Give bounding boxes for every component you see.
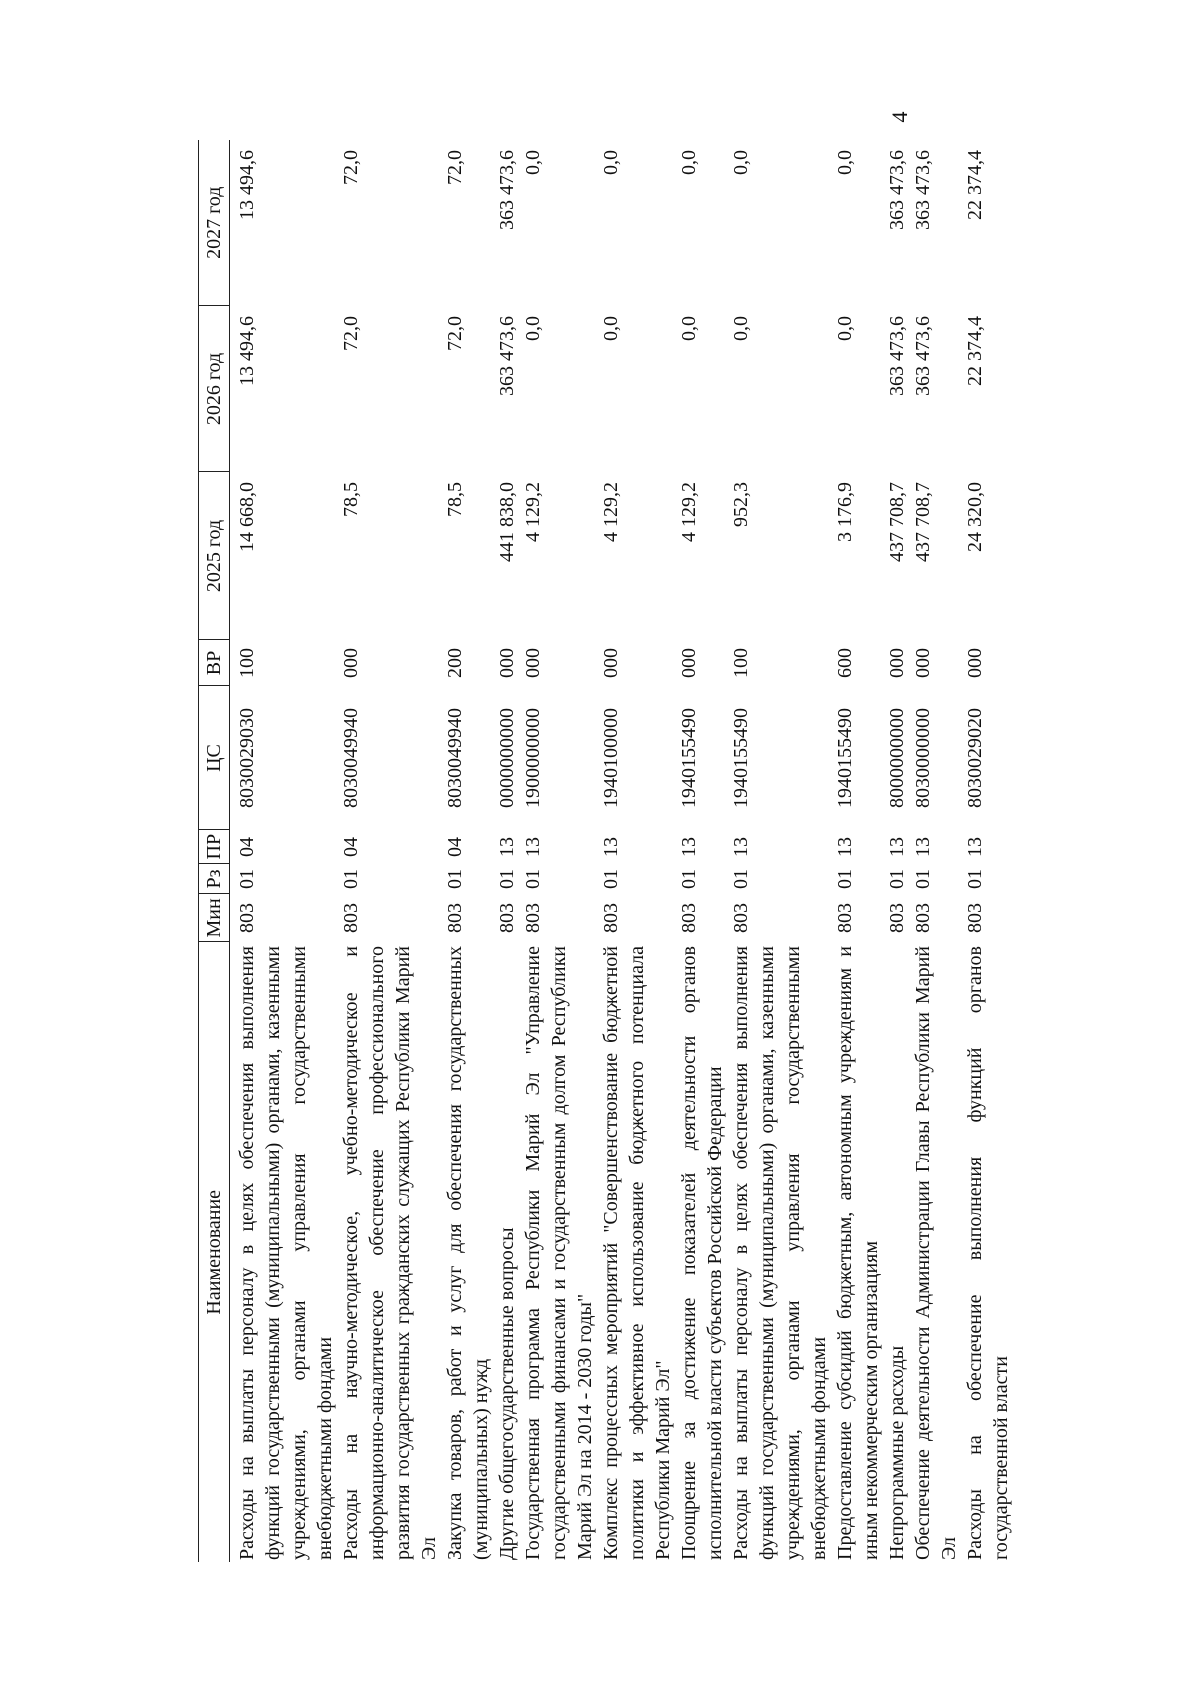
table-row <box>962 140 1014 1562</box>
row-value-2025: 437 708,7 <box>886 482 908 562</box>
row-name: Непрограммные расходы <box>886 1345 908 1560</box>
row-value-2025: 4 129,2 <box>678 482 700 542</box>
budget-table <box>198 140 1014 1562</box>
row-name: Предоставление субсидий бюджетным, автономным учреждениям и иным некоммерческим организациям <box>834 946 882 1560</box>
row-vr: 000 <box>496 648 518 678</box>
row-value-2027: 363 473,6 <box>886 150 908 230</box>
row-rz: 01 <box>834 869 856 889</box>
row-cs: 8000000000 <box>886 708 908 808</box>
row-min: 803 <box>834 903 856 933</box>
row-pr: 13 <box>912 837 934 857</box>
row-value-2027: 363 473,6 <box>912 150 934 230</box>
row-rz: 01 <box>444 869 466 889</box>
row-value-2025: 24 320,0 <box>964 482 986 552</box>
row-pr: 13 <box>730 837 752 857</box>
table-row <box>832 140 884 1562</box>
row-rz: 01 <box>600 869 622 889</box>
row-value-2026: 0,0 <box>600 316 622 341</box>
row-value-2026: 0,0 <box>522 316 544 341</box>
column-header-min: Мин <box>199 894 230 942</box>
row-value-2026: 0,0 <box>834 316 856 341</box>
row-min: 803 <box>496 903 518 933</box>
rotated-table-container <box>198 140 1078 1562</box>
row-min: 803 <box>964 903 986 933</box>
row-min: 803 <box>340 903 362 933</box>
column-header-cs: ЦС <box>199 686 230 830</box>
row-value-2027: 72,0 <box>340 150 362 185</box>
row-cs: 1940155490 <box>678 708 700 808</box>
row-rz: 01 <box>340 869 362 889</box>
row-vr: 000 <box>912 648 934 678</box>
row-pr: 13 <box>496 837 518 857</box>
row-name: Расходы на обеспечение выполнения функций органов государственной власти <box>964 946 1012 1560</box>
row-value-2027: 22 374,4 <box>964 150 986 220</box>
page-number: 4 <box>887 111 912 123</box>
row-min: 803 <box>236 903 258 933</box>
row-rz: 01 <box>496 869 518 889</box>
row-value-2026: 0,0 <box>678 316 700 341</box>
column-header-2025: 2025 год <box>199 472 230 640</box>
row-value-2025: 78,5 <box>340 482 362 517</box>
row-cs: 8030000000 <box>912 708 934 808</box>
row-name: Закупка товаров, работ и услуг для обеспечения государственных (муниципальных) нужд <box>444 946 492 1560</box>
row-cs: 1900000000 <box>522 708 544 808</box>
row-rz: 01 <box>678 869 700 889</box>
row-pr: 13 <box>600 837 622 857</box>
row-value-2026: 0,0 <box>730 316 752 341</box>
row-name: Расходы на научно-методическое, учебно-методическое и информационно-аналитическое обеспечение профессионального развития государственных гражданских служащих Республики Марий Эл <box>340 946 440 1560</box>
table-body <box>230 140 1015 1562</box>
row-vr: 000 <box>886 648 908 678</box>
row-value-2027: 0,0 <box>678 150 700 175</box>
row-pr: 13 <box>678 837 700 857</box>
row-min: 803 <box>678 903 700 933</box>
row-value-2026: 72,0 <box>340 316 362 351</box>
row-min: 803 <box>912 903 934 933</box>
table-header-row <box>199 140 230 1562</box>
row-min: 803 <box>730 903 752 933</box>
row-pr: 13 <box>964 837 986 857</box>
row-value-2026: 363 473,6 <box>912 316 934 396</box>
row-name: Комплекс процессных мероприятий "Совершенствование бюджетной политики и эффективное использование бюджетного потенциала Республики Марий Эл" <box>600 946 674 1560</box>
row-vr: 000 <box>522 648 544 678</box>
row-value-2025: 437 708,7 <box>912 482 934 562</box>
table-row <box>884 140 910 1562</box>
table-row <box>338 140 442 1562</box>
table-row <box>494 140 520 1562</box>
row-cs: 0000000000 <box>496 708 518 808</box>
row-value-2027: 0,0 <box>834 150 856 175</box>
row-pr: 04 <box>340 837 362 857</box>
row-cs: 1940155490 <box>730 708 752 808</box>
row-vr: 200 <box>444 648 466 678</box>
row-vr: 000 <box>964 648 986 678</box>
row-vr: 000 <box>678 648 700 678</box>
row-pr: 04 <box>444 837 466 857</box>
row-rz: 01 <box>522 869 544 889</box>
column-header-rz: Рз <box>199 864 230 894</box>
table-row <box>230 140 339 1562</box>
row-rz: 01 <box>730 869 752 889</box>
row-name: Государственная программа Республики Марий Эл "Управление государственными финансами и государственным долгом Республики Марий Эл на 2014 - 2030 годы" <box>522 946 596 1560</box>
row-value-2026: 363 473,6 <box>886 316 908 396</box>
row-pr: 13 <box>834 837 856 857</box>
row-value-2027: 13 494,6 <box>236 150 258 220</box>
row-min: 803 <box>444 903 466 933</box>
row-name: Другие общегосударственные вопросы <box>496 1227 518 1560</box>
row-value-2025: 4 129,2 <box>600 482 622 542</box>
row-rz: 01 <box>886 869 908 889</box>
column-header-vr: ВР <box>199 640 230 686</box>
row-rz: 01 <box>964 869 986 889</box>
table-row <box>520 140 598 1562</box>
row-vr: 100 <box>730 648 752 678</box>
row-value-2027: 0,0 <box>730 150 752 175</box>
row-rz: 01 <box>912 869 934 889</box>
row-cs: 8030029020 <box>964 708 986 808</box>
row-value-2025: 14 668,0 <box>236 482 258 552</box>
row-pr: 04 <box>236 837 258 857</box>
row-vr: 000 <box>600 648 622 678</box>
row-name: Расходы на выплаты персоналу в целях обеспечения выполнения функций государственными (муниципальными) органами, казенными учреждениями, органами управления государственными внебюджетными фондами <box>730 946 830 1560</box>
row-value-2025: 3 176,9 <box>834 482 856 542</box>
row-cs: 8030049940 <box>340 708 362 808</box>
row-name: Расходы на выплаты персоналу в целях обеспечения выполнения функций государственными (муниципальными) органами, казенными учреждениями, органами управления государственными внебюджетными фондами <box>236 946 336 1560</box>
row-value-2027: 72,0 <box>444 150 466 185</box>
row-value-2026: 13 494,6 <box>236 316 258 386</box>
table-row <box>676 140 728 1562</box>
row-vr: 600 <box>834 648 856 678</box>
table-row <box>910 140 962 1562</box>
row-value-2025: 952,3 <box>730 482 752 527</box>
row-min: 803 <box>522 903 544 933</box>
row-name: Обеспечение деятельности Администрации Главы Республики Марий Эл <box>912 946 960 1560</box>
row-value-2027: 0,0 <box>600 150 622 175</box>
table-row <box>442 140 494 1562</box>
row-min: 803 <box>600 903 622 933</box>
row-vr: 000 <box>340 648 362 678</box>
row-value-2025: 78,5 <box>444 482 466 517</box>
row-cs: 8030049940 <box>444 708 466 808</box>
row-min: 803 <box>886 903 908 933</box>
table-row <box>728 140 832 1562</box>
row-rz: 01 <box>236 869 258 889</box>
row-name: Поощрение за достижение показателей деятельности органов исполнительной власти субъектов Российской Федерации <box>678 946 726 1560</box>
row-value-2026: 72,0 <box>444 316 466 351</box>
column-header-name: Наименование <box>199 942 230 1562</box>
row-pr: 13 <box>522 837 544 857</box>
row-value-2027: 363 473,6 <box>496 150 518 230</box>
row-pr: 13 <box>886 837 908 857</box>
row-value-2026: 363 473,6 <box>496 316 518 396</box>
row-value-2026: 22 374,4 <box>964 316 986 386</box>
column-header-2027: 2027 год <box>199 140 230 306</box>
row-cs: 8030029030 <box>236 708 258 808</box>
row-cs: 1940155490 <box>834 708 856 808</box>
row-value-2027: 0,0 <box>522 150 544 175</box>
row-cs: 1940100000 <box>600 708 622 808</box>
row-vr: 100 <box>236 648 258 678</box>
column-header-2026: 2026 год <box>199 306 230 472</box>
row-value-2025: 441 838,0 <box>496 482 518 562</box>
table-row <box>598 140 676 1562</box>
row-value-2025: 4 129,2 <box>522 482 544 542</box>
column-header-pr: ПР <box>199 830 230 864</box>
